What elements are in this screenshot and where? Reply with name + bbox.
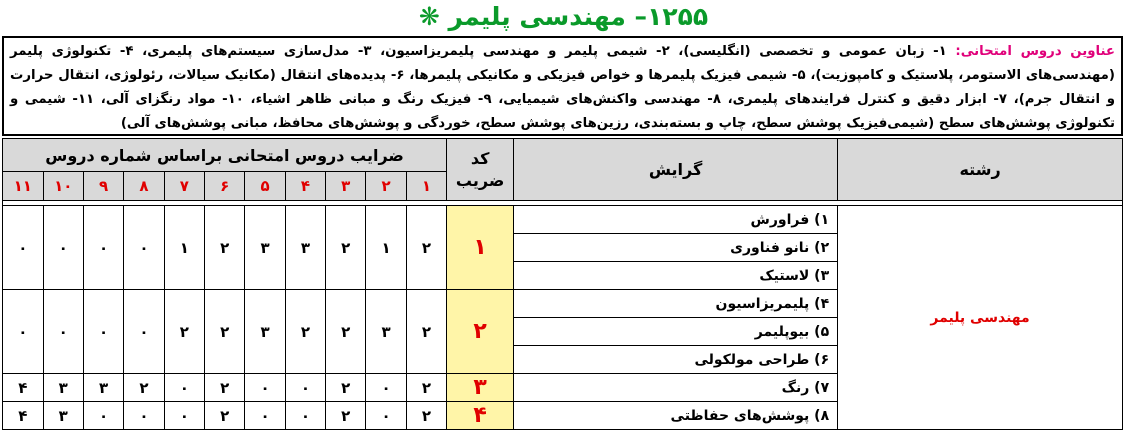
- course-number-1: ۱: [406, 172, 446, 201]
- coefficient-cell-8: ۰: [124, 206, 164, 290]
- coefficient-cell-7: ۰: [164, 374, 204, 402]
- coefficient-cell-6: ۲: [205, 206, 245, 290]
- coefficient-cell-7: ۱: [164, 206, 204, 290]
- course-number-10: ۱۰: [43, 172, 83, 201]
- header-code-line1: کد: [470, 148, 490, 168]
- specialization-cell: ۸) پوشش‌های حفاظتی: [514, 402, 838, 430]
- specialization-cell: ۳) لاستیک: [514, 262, 838, 290]
- coefficient-cell-3: ۲: [326, 402, 366, 430]
- course-number-4: ۴: [285, 172, 325, 201]
- coefficient-code: ۳: [447, 374, 514, 402]
- coefficient-cell-1: ۲: [406, 206, 446, 290]
- coefficient-cell-6: ۲: [205, 402, 245, 430]
- header-specialization: گرایش: [514, 139, 838, 201]
- coefficient-cell-1: ۲: [406, 402, 446, 430]
- coefficient-cell-10: ۰: [43, 206, 83, 290]
- coefficient-cell-3: ۲: [326, 206, 366, 290]
- coefficient-cell-4: ۰: [285, 374, 325, 402]
- coefficient-cell-2: ۱: [366, 206, 406, 290]
- specialization-cell: ۵) بیوپلیمر: [514, 318, 838, 346]
- coefficient-cell-8: ۰: [124, 290, 164, 374]
- coefficient-cell-2: ۳: [366, 290, 406, 374]
- coefficient-cell-1: ۲: [406, 290, 446, 374]
- coefficient-cell-11: ۴: [3, 374, 44, 402]
- course-number-3: ۳: [326, 172, 366, 201]
- specialization-cell: ۷) رنگ: [514, 374, 838, 402]
- exam-subjects-label: عناوین دروس امتحانی:: [955, 44, 1115, 59]
- table-row: [3, 206, 1123, 234]
- coefficient-cell-4: ۲: [285, 290, 325, 374]
- coefficient-cell-6: ۲: [205, 290, 245, 374]
- coefficient-cell-7: ۲: [164, 290, 204, 374]
- header-code-line2: ضریب: [455, 170, 505, 190]
- coefficient-cell-11: ۴: [3, 402, 44, 430]
- coefficient-cell-3: ۲: [326, 290, 366, 374]
- course-number-8: ۸: [124, 172, 164, 201]
- coefficient-code: ۴: [447, 402, 514, 430]
- course-number-11: ۱۱: [3, 172, 44, 201]
- exam-subjects-box: [2, 36, 1123, 136]
- coefficient-cell-11: ۰: [3, 290, 44, 374]
- coefficient-cell-10: ۳: [43, 402, 83, 430]
- coefficient-cell-9: ۳: [83, 374, 123, 402]
- course-number-7: ۷: [164, 172, 204, 201]
- coefficient-cell-11: ۰: [3, 206, 44, 290]
- coefficient-cell-5: ۳: [245, 290, 285, 374]
- coefficient-cell-9: ۰: [83, 206, 123, 290]
- header-code: [447, 139, 514, 201]
- coefficient-cell-1: ۲: [406, 374, 446, 402]
- course-number-5: ۵: [245, 172, 285, 201]
- coefficient-cell-4: ۳: [285, 206, 325, 290]
- coefficient-code: ۱: [447, 206, 514, 290]
- coefficient-cell-3: ۲: [326, 374, 366, 402]
- table-header-row: [3, 139, 1123, 172]
- coefficient-cell-10: ۰: [43, 290, 83, 374]
- course-number-2: ۲: [366, 172, 406, 201]
- coefficient-cell-5: ۰: [245, 374, 285, 402]
- specialization-cell: ۲) نانو فناوری: [514, 234, 838, 262]
- coefficient-cell-2: ۰: [366, 402, 406, 430]
- field-name: مهندسی پلیمر: [838, 206, 1123, 430]
- coefficient-cell-8: ۲: [124, 374, 164, 402]
- coefficient-cell-6: ۲: [205, 374, 245, 402]
- page-title: ۱۲۵۵– مهندسی پلیمر ❋: [418, 2, 709, 31]
- header-field: رشته: [838, 139, 1123, 201]
- course-number-6: ۶: [205, 172, 245, 201]
- header-coefficients-title: ضرایب دروس امتحانی براساس شماره دروس: [3, 139, 447, 172]
- coefficient-cell-7: ۰: [164, 402, 204, 430]
- coefficient-cell-10: ۳: [43, 374, 83, 402]
- exam-subjects-text: ۱- زبان عمومی و تخصصی (انگلیسی)، ۲- شیمی پلیمر و مهندسی پلیمریزاسیون، ۳- مدل‌سازی سیستم‌های پلیمری، ۴- تکنولوژی پلیمر (مهندسی‌های الاستومر، پلاستیک و کامپوزیت)، ۵- شیمی فیزیک پلیمرها و خواص فیزیکی و مکانیکی پلیمرها، ۶- پدیده‌های انتقال (مکانیک سیالات، رئولوژی، انتقال حرارت و انتقال جرم)، ۷- ابزار دقیق و کنترل فرایندهای پلیمری، ۸- مهندسی واکنش‌های شیمیایی، ۹- فیزیک رنگ و مبانی ظاهر اشیاء، ۱۰- مواد رنگزای آلی، ۱۱- شیمی و تکنولوژی پوشش‌های سطح (شیمی‌فیزیک پوشش سطح، چاپ و بسته‌بندی، رزین‌های پوشش سطح، خوردگی و پوشش‌های محافظ، مبانی پوشش‌های آلی): [10, 44, 1116, 131]
- coefficient-cell-8: ۰: [124, 402, 164, 430]
- coefficient-cell-5: ۳: [245, 206, 285, 290]
- coefficient-cell-9: ۰: [83, 402, 123, 430]
- coefficient-code: ۲: [447, 290, 514, 374]
- coefficient-cell-9: ۰: [83, 290, 123, 374]
- specialization-cell: ۴) پلیمریزاسیون: [514, 290, 838, 318]
- coefficients-table: [2, 138, 1123, 430]
- coefficient-cell-4: ۰: [285, 402, 325, 430]
- course-number-9: ۹: [83, 172, 123, 201]
- specialization-cell: ۱) فراورش: [514, 206, 838, 234]
- coefficient-cell-2: ۰: [366, 374, 406, 402]
- specialization-cell: ۶) طراحی مولکولی: [514, 346, 838, 374]
- coefficient-cell-5: ۰: [245, 402, 285, 430]
